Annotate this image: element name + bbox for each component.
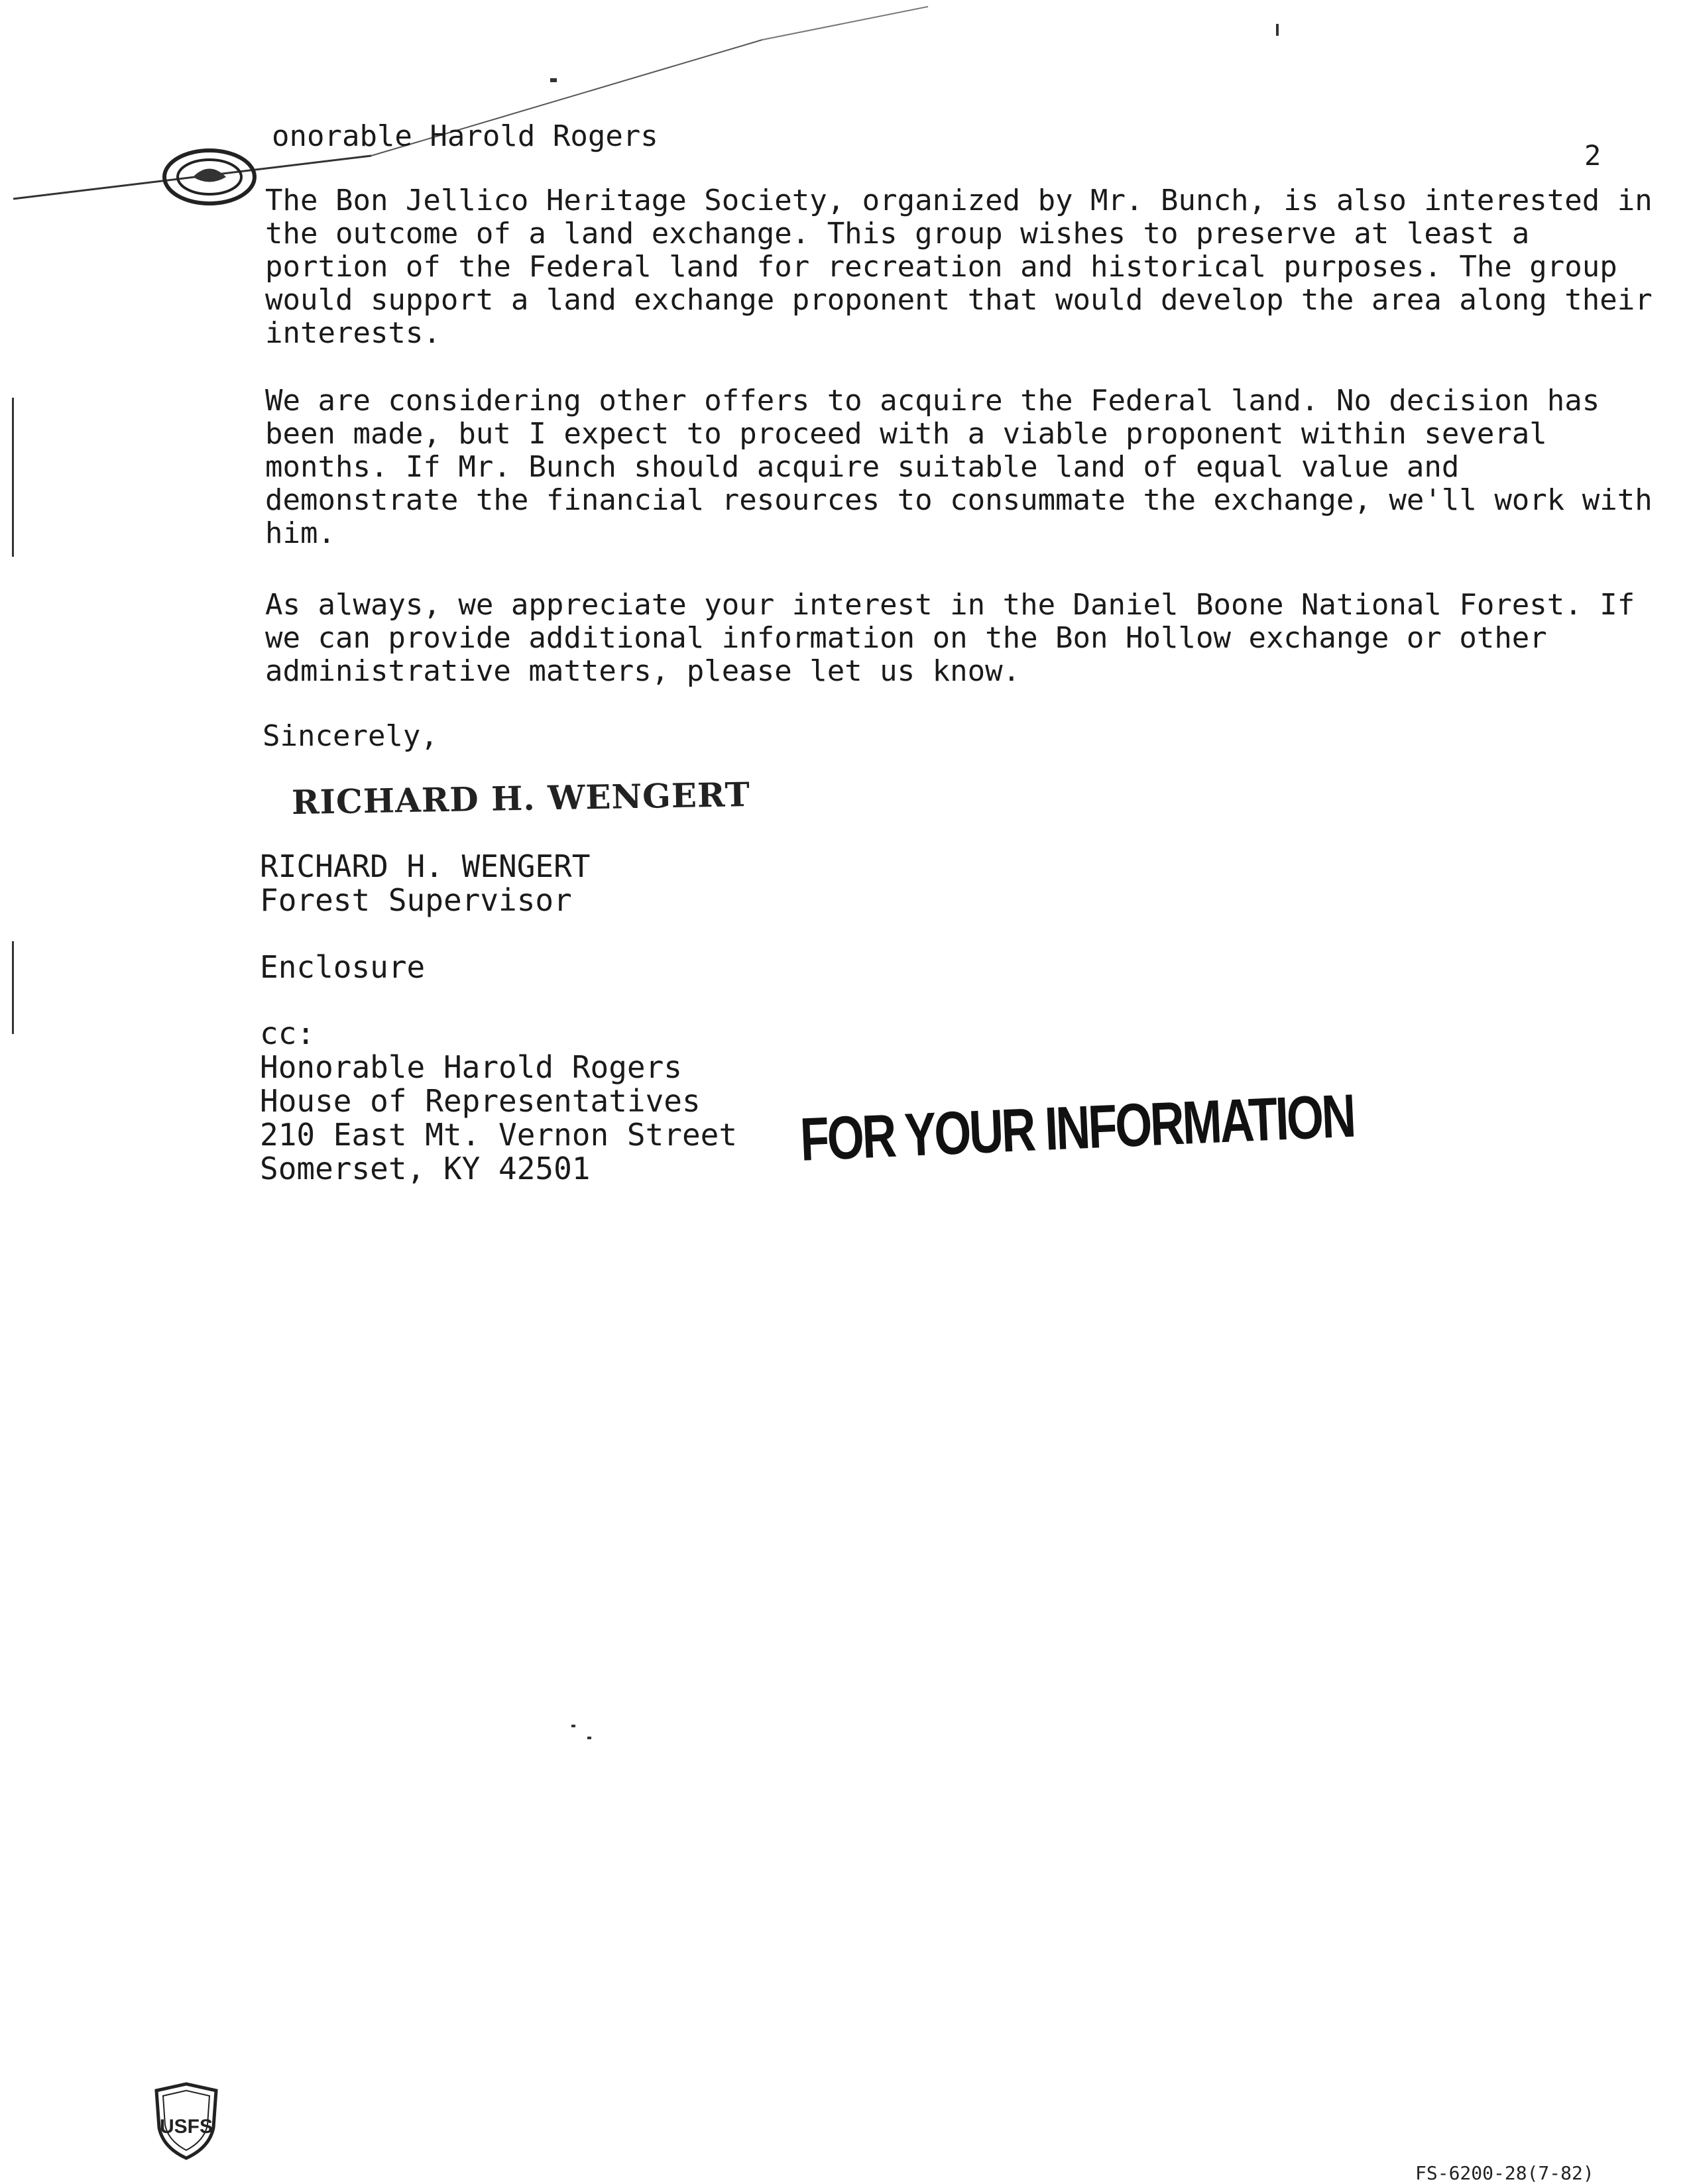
page-number: 2 [1584,139,1602,172]
stray-mark [571,1725,575,1727]
fyi-stamp: FOR YOUR INFORMATION [799,1082,1356,1174]
agency-seal-icon [156,147,262,207]
closing-sincerely: Sincerely, [262,719,438,753]
paragraph-1 [265,184,1653,350]
left-edge-mark [12,941,14,1034]
cc-line: House of Representatives [260,1083,701,1119]
signer-block [260,850,591,917]
stray-mark [550,78,557,82]
cc-block [260,1017,737,1186]
cc-line: Honorable Harold Rogers [260,1049,682,1085]
paragraph-line: administrative matters, please let us know. [265,654,1021,688]
paragraph-line: been made, but I expect to proceed with a viable proponent within several [265,417,1547,451]
paragraph-line: months. If Mr. Bunch should acquire suitable land of equal value and [265,450,1460,484]
paragraph-line: him. [265,516,335,550]
paragraph-line: the outcome of a land exchange. This group wishes to preserve at least a [265,217,1530,251]
salutation-fragment: onorable Harold Rogers [272,119,658,153]
signature-stamp: RICHARD H. WENGERT [291,774,751,823]
paragraph-line: would support a land exchange proponent that would develop the area along their [265,283,1653,317]
form-number: FS-6200-28(7-82) [1415,2162,1594,2184]
usfs-shield-icon [150,2081,223,2161]
stray-mark [587,1737,591,1739]
stray-mark [1276,24,1279,36]
cc-line: Somerset, KY 42501 [260,1151,591,1186]
signer-title: Forest Supervisor [260,882,572,918]
paragraph-line: interests. [265,316,441,350]
paragraph-line: We are considering other offers to acquire the Federal land. No decision has [265,384,1600,418]
signer-name: RICHARD H. WENGERT [260,848,591,884]
paragraph-line: portion of the Federal land for recreation and historical purposes. The group [265,250,1617,284]
cc-line: 210 East Mt. Vernon Street [260,1117,738,1153]
left-edge-mark [12,398,14,557]
paragraph-2 [265,384,1653,550]
enclosure-note: Enclosure [260,949,426,985]
cc-label: cc: [260,1015,316,1051]
paragraph-line: As always, we appreciate your interest in the Daniel Boone National Forest. If [265,588,1635,622]
paragraph-line: demonstrate the financial resources to consummate the exchange, we'll work with [265,483,1653,517]
paragraph-line: we can provide additional information on the Bon Hollow exchange or other [265,621,1547,655]
usfs-logo-text: USFS [159,2116,213,2138]
paragraph-line: The Bon Jellico Heritage Society, organized by Mr. Bunch, is also interested in [265,184,1653,217]
paragraph-3 [265,588,1635,688]
